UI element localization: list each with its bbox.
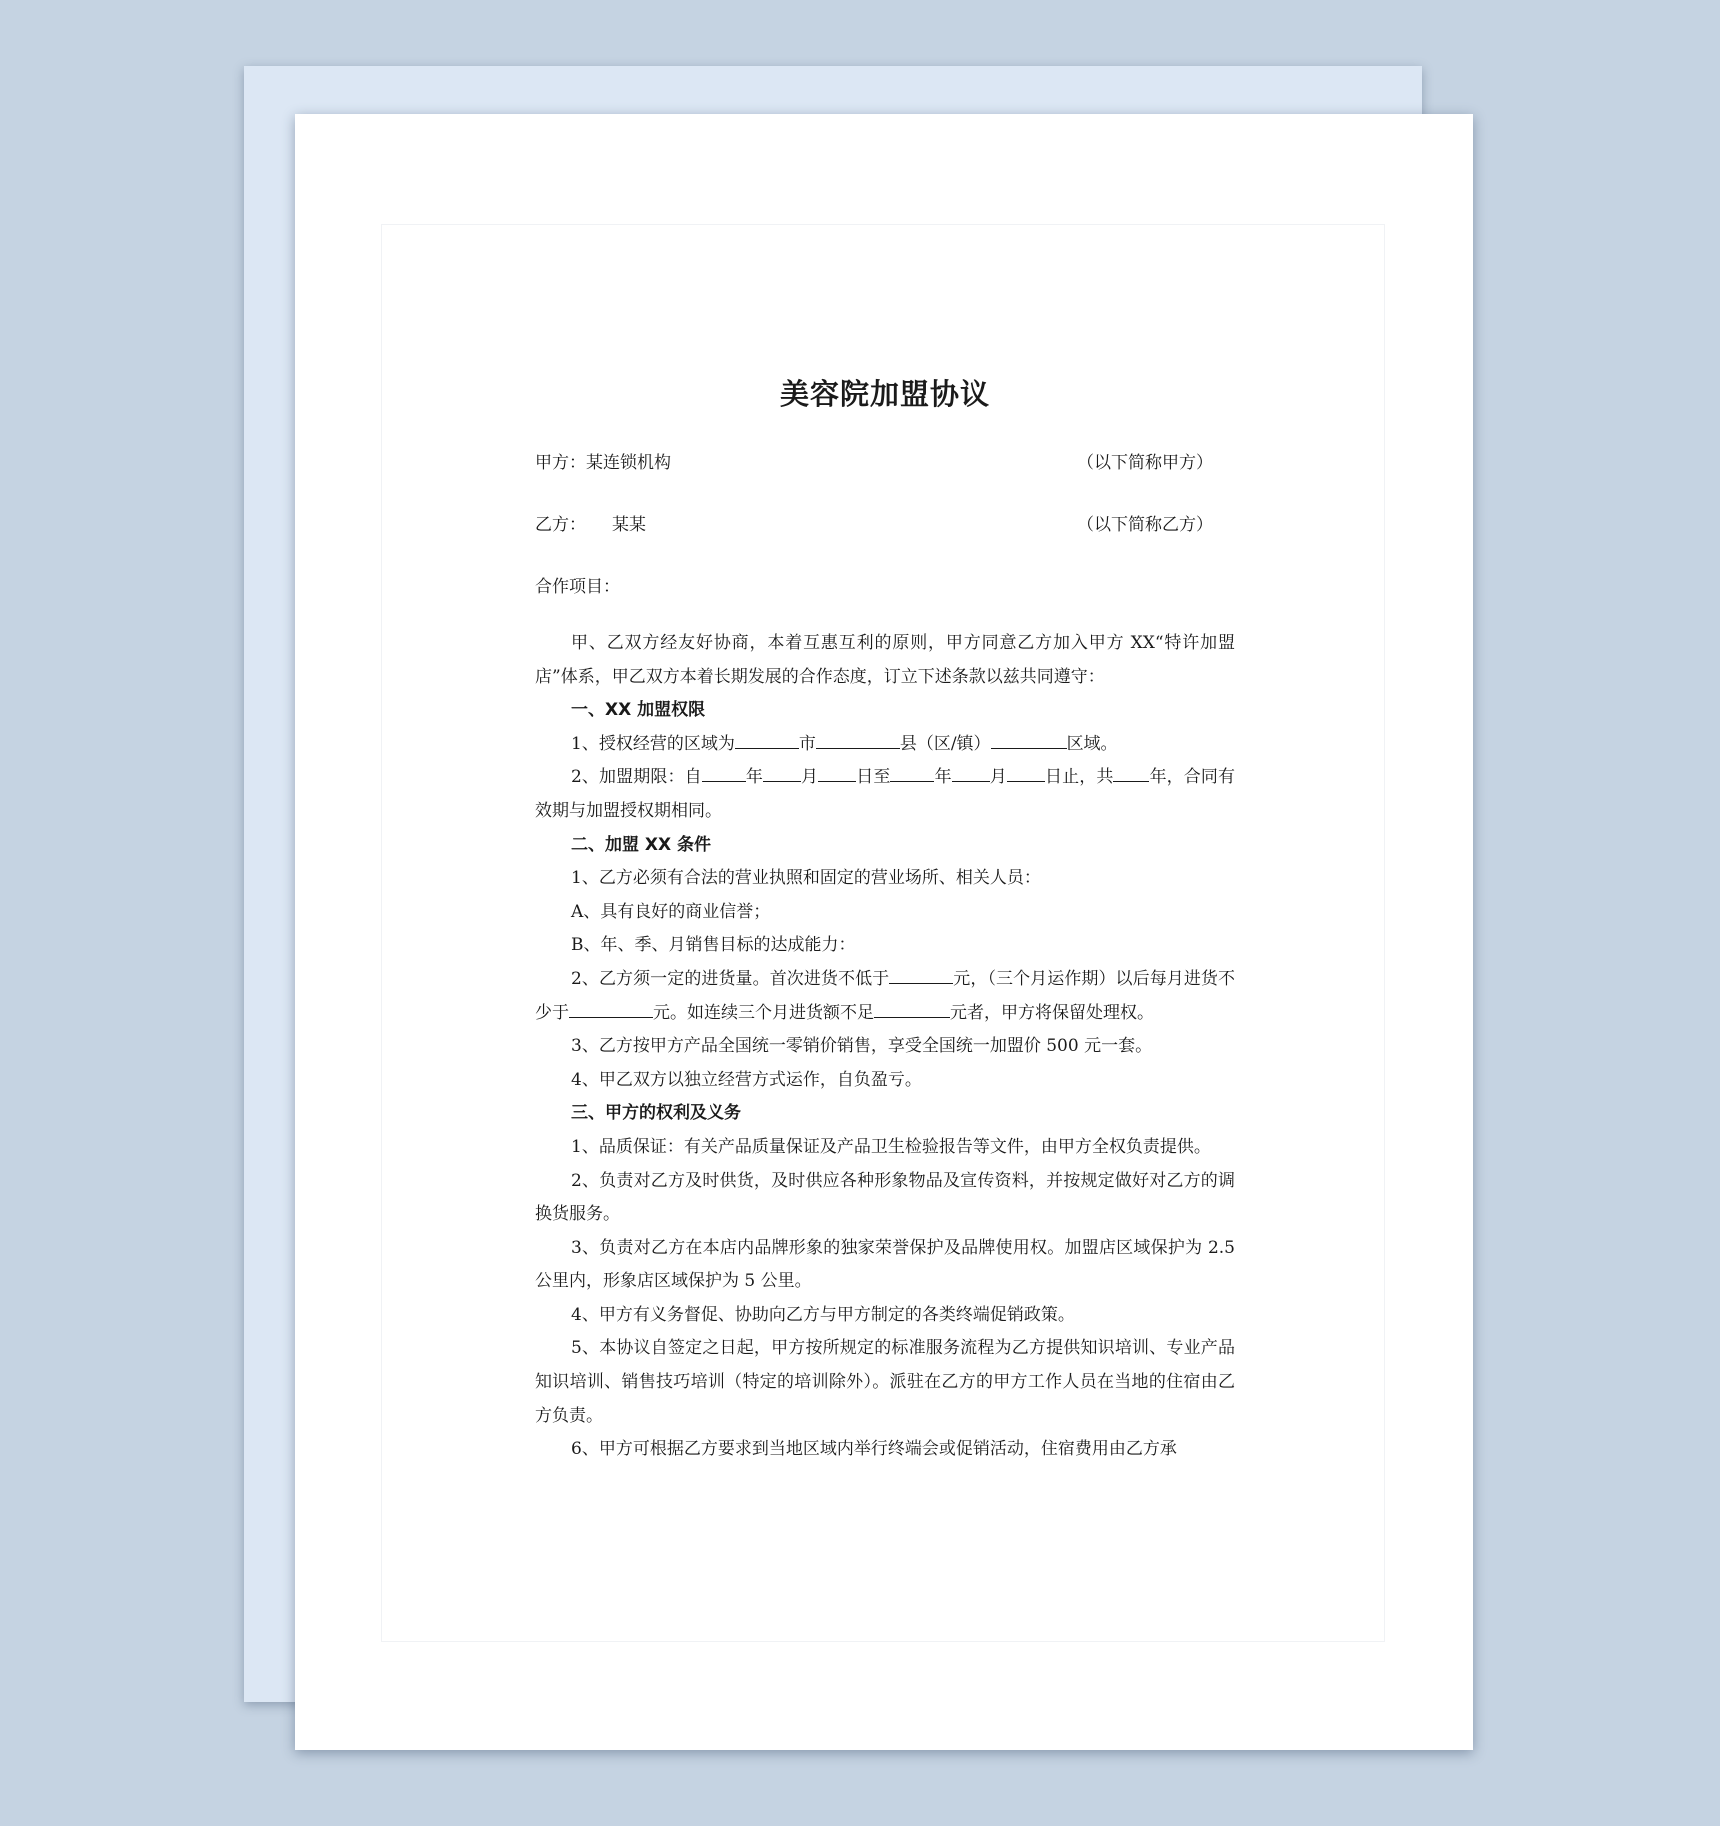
party-a-label: 甲方： bbox=[535, 453, 586, 473]
document-title: 美容院加盟协议 bbox=[779, 377, 990, 411]
section-2-item-3: 3、乙方按甲方产品全国统一零销价销售，享受全国统一加盟价 500 元一套。 bbox=[571, 1036, 1153, 1057]
section-2-item-2: 2、乙方须一定的进货量。首次进货不低于 元，（三个月运作期）以后每月进货不少于 元。如连续三个月进货额不足 元者，甲方将保留处理权。 bbox=[535, 963, 1235, 1030]
section-3-item-6: 6、甲方可根据乙方要求到当地区域内举行终端会或促销活动，住宿费用由乙方承 bbox=[571, 1439, 1177, 1460]
intro-paragraph: 甲、乙双方经友好协商，本着互惠互利的原则，甲方同意乙方加入甲方 XX“特许加盟店”体系，甲乙双方本着长期发展的合作态度，订立下述条款以兹共同遵守： bbox=[535, 633, 1235, 687]
party-a-name: 某连锁机构 bbox=[586, 453, 671, 473]
section-3-item-3: 3、负责对乙方在本店内品牌形象的独家荣誉保护及品牌使用权。加盟店区域保护为 2.5 公里内，形象店区域保护为 5 公里。 bbox=[535, 1237, 1235, 1292]
section-2-item-1: 1、乙方必须有合法的营业执照和固定的营业场所、相关人员： bbox=[571, 868, 1041, 889]
cooperation-project-label: 合作项目： bbox=[535, 577, 620, 597]
party-b-name: 某某 bbox=[612, 515, 646, 535]
section-1-item-1: 1、授权经营的区域为 市 县（区/镇） 区域。 bbox=[535, 728, 1235, 762]
section-3-item-4: 4、甲方有义务督促、协助向乙方与甲方制定的各类终端促销政策。 bbox=[571, 1304, 1075, 1325]
section-1-item-2: 2、加盟期限：自 年 月 日至 年 月 日止，共 年，合同有效期与加盟授权期相同。 bbox=[535, 761, 1235, 828]
party-b-label: 乙方： bbox=[535, 515, 586, 535]
section-3-item-5: 5、本协议自签定之日起，甲方按所规定的标准服务流程为乙方提供知识培训、专业产品知识培训、销售技巧培训（特定的培训除外）。派驻在乙方的甲方工作人员在当地的住宿由乙方负责。 bbox=[535, 1338, 1235, 1426]
party-a-alias: （以下简称甲方） bbox=[1077, 453, 1213, 473]
party-a-line bbox=[535, 448, 1235, 473]
section-2-heading: 二、加盟 XX 条件 bbox=[571, 834, 712, 855]
section-1-heading: 一、XX 加盟权限 bbox=[571, 700, 706, 721]
section-2-item-4: 4、甲乙双方以独立经营方式运作，自负盈亏。 bbox=[571, 1069, 922, 1090]
section-2-item-b: B、年、季、月销售目标的达成能力： bbox=[571, 935, 856, 956]
section-3-item-2: 2、负责对乙方及时供货，及时供应各种形象物品及宣传资料，并按规定做好对乙方的调换货服务。 bbox=[535, 1170, 1235, 1225]
section-3-item-1: 1、品质保证：有关产品质量保证及产品卫生检验报告等文件，由甲方全权负责提供。 bbox=[571, 1136, 1211, 1157]
party-b-line bbox=[535, 510, 1235, 535]
section-3-heading: 三、甲方的权利及义务 bbox=[571, 1103, 741, 1124]
document-page bbox=[295, 114, 1473, 1750]
party-b-alias: （以下简称乙方） bbox=[1077, 515, 1213, 535]
agreement-body bbox=[535, 627, 1235, 1467]
section-2-item-a: A、具有良好的商业信誉； bbox=[571, 901, 771, 922]
